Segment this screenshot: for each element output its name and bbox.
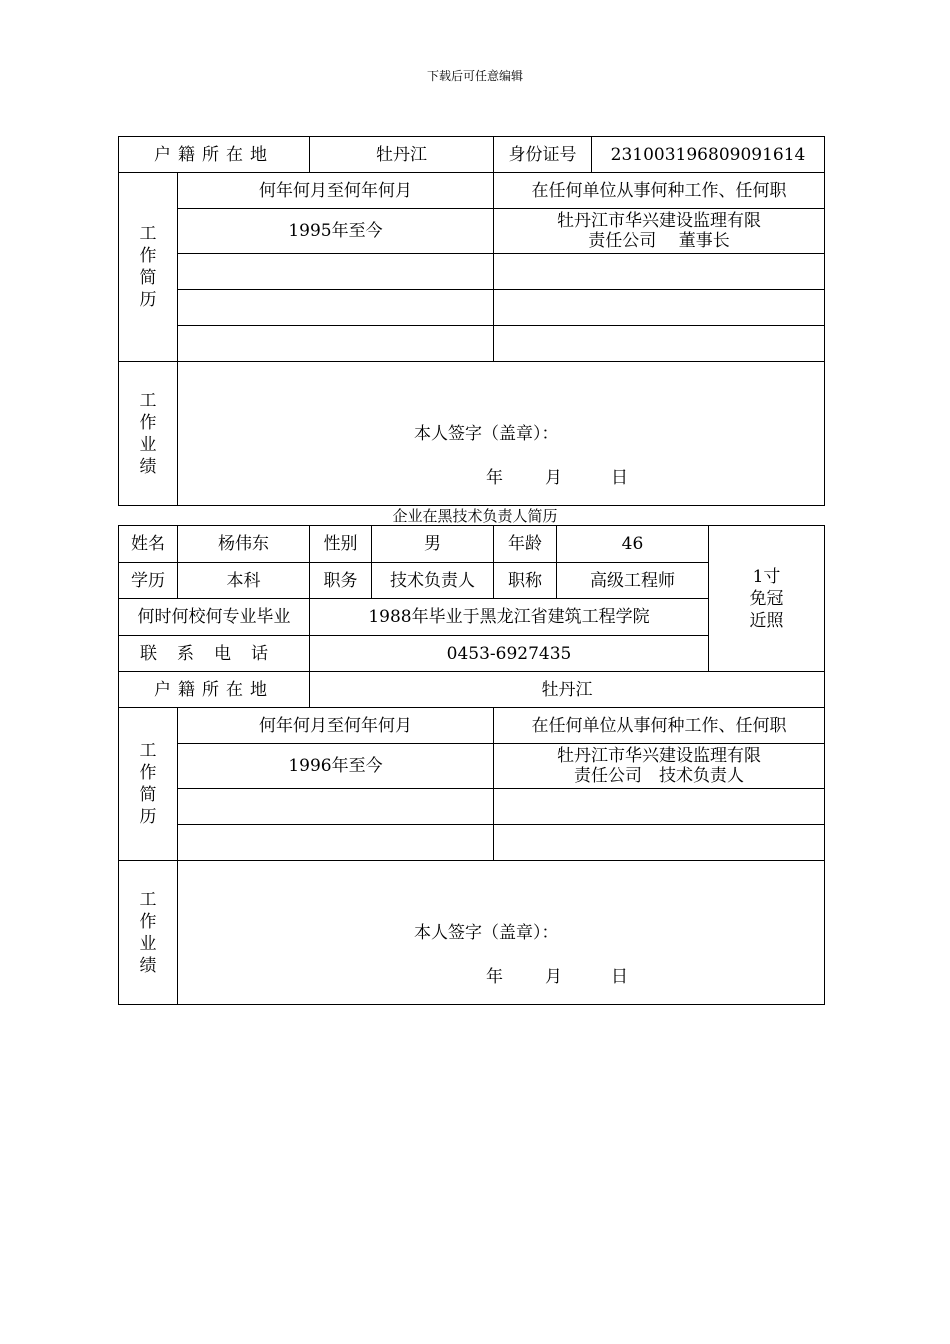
- work-row-empty-period: [178, 825, 494, 861]
- work-row-empty-period: [178, 290, 494, 326]
- hukou-label: 户籍所在地: [119, 672, 310, 708]
- resume-table-2: [118, 525, 825, 1005]
- post-label: 职务: [310, 563, 372, 599]
- date-day: 日: [611, 468, 628, 488]
- graduation-value: 1988年毕业于黑龙江省建筑工程学院: [310, 599, 709, 636]
- work-row-period: 1996年至今: [178, 744, 494, 789]
- graduation-label: 何时何校何专业毕业: [119, 599, 310, 636]
- work-row-empty-unit: [494, 254, 825, 290]
- performance-cell: [178, 362, 825, 506]
- title-label: 职称: [494, 563, 557, 599]
- work-row-empty-period: [178, 789, 494, 825]
- work-col-period: 何年何月至何年何月: [178, 708, 494, 744]
- phone-value: 0453-6927435: [310, 636, 709, 672]
- header-note: 下载后可任意编辑: [426, 69, 523, 83]
- date-year: 年: [486, 468, 503, 488]
- work-col-period: 何年何月至何年何月: [178, 173, 494, 209]
- resume-table-1: [118, 136, 825, 506]
- name-value: 杨伟东: [178, 526, 310, 563]
- age-value: 46: [557, 526, 709, 563]
- work-row-unit: 牡丹江市华兴建设监理有限 责任公司 技术负责人: [494, 744, 825, 789]
- photo-placeholder: 1寸 免冠 近照: [709, 526, 825, 672]
- signature-label: 本人签字（盖章）：: [414, 424, 559, 444]
- work-col-unit: 在任何单位从事何种工作、任何职: [494, 173, 825, 209]
- work-row-empty-period: [178, 254, 494, 290]
- work-history-label: 工 作 简 历: [119, 708, 178, 861]
- work-row-empty-period: [178, 326, 494, 362]
- phone-label: 联系电话: [119, 636, 310, 672]
- work-row-empty-unit: [494, 825, 825, 861]
- performance-label: 工 作 业 绩: [119, 861, 178, 1005]
- hukou-value: 牡丹江: [310, 672, 825, 708]
- work-row-empty-unit: [494, 789, 825, 825]
- work-col-unit: 在任何单位从事何种工作、任何职: [494, 708, 825, 744]
- performance-label: 工 作 业 绩: [119, 362, 178, 506]
- date-month: 月: [545, 967, 562, 987]
- date-year: 年: [486, 967, 503, 987]
- hukou-value: 牡丹江: [310, 137, 494, 173]
- education-label: 学历: [119, 563, 178, 599]
- gender-label: 性别: [310, 526, 372, 563]
- title-value: 高级工程师: [557, 563, 709, 599]
- education-value: 本科: [178, 563, 310, 599]
- id-label: 身份证号: [494, 137, 592, 173]
- work-row-empty-unit: [494, 290, 825, 326]
- work-row-unit: 牡丹江市华兴建设监理有限 责任公司 董事长: [494, 209, 825, 254]
- signature-label: 本人签字（盖章）：: [414, 923, 559, 943]
- performance-cell: [178, 861, 825, 1005]
- work-row-empty-unit: [494, 326, 825, 362]
- gender-value: 男: [372, 526, 494, 563]
- name-label: 姓名: [119, 526, 178, 563]
- post-value: 技术负责人: [372, 563, 494, 599]
- date-month: 月: [545, 468, 562, 488]
- work-row-period: 1995年至今: [178, 209, 494, 254]
- date-day: 日: [611, 967, 628, 987]
- work-history-label: 工 作 简 历: [119, 173, 178, 362]
- hukou-label: 户籍所在地: [119, 137, 310, 173]
- section-caption: 企业在黑技术负责人简历: [392, 507, 558, 525]
- age-label: 年龄: [494, 526, 557, 563]
- id-value: 231003196809091614: [592, 137, 825, 173]
